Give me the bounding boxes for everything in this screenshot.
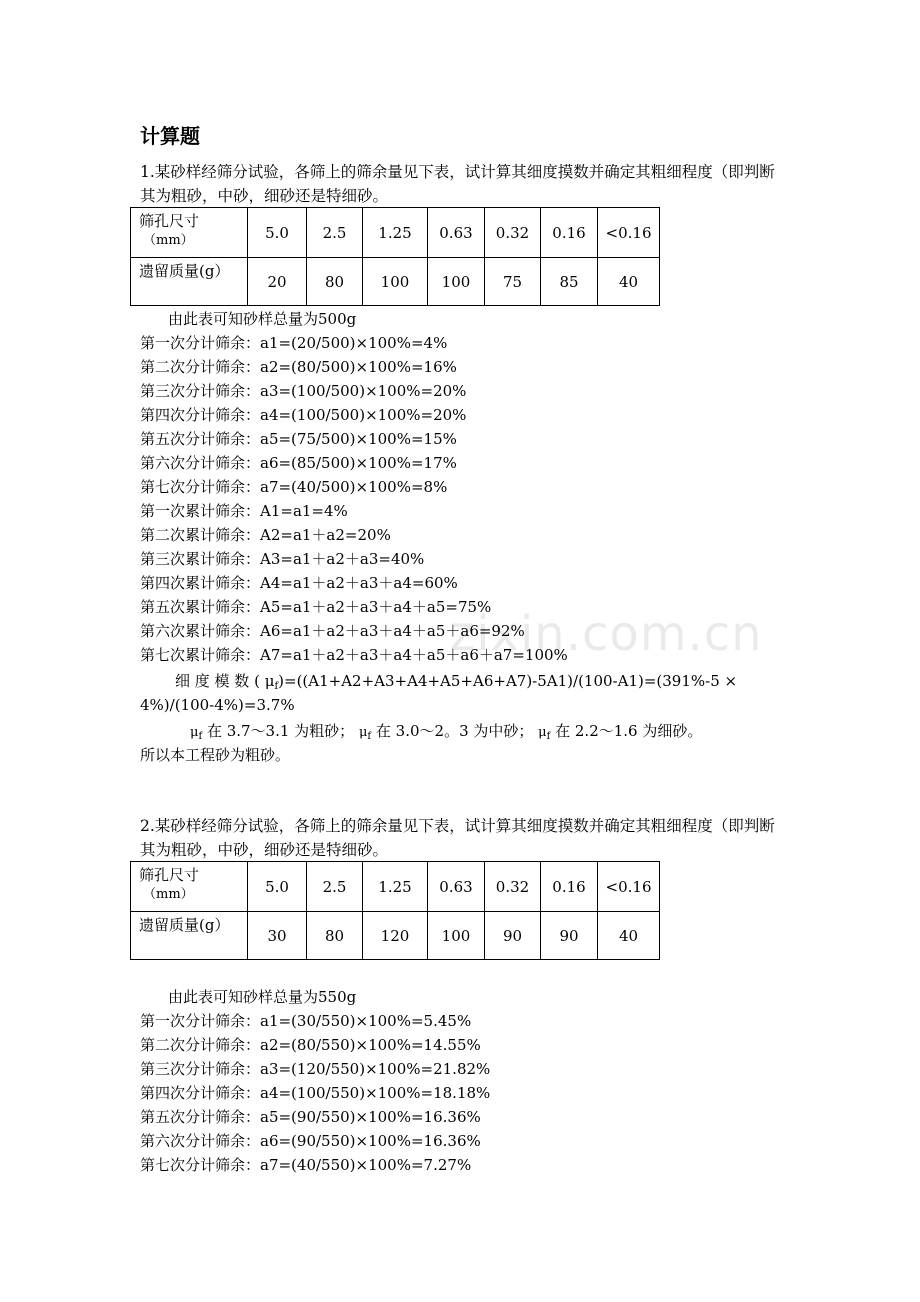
calc-line: 第三次累计筛余：A3=a1＋a2＋a3=40% [140, 550, 425, 568]
calc-line: 第三次分计筛余：a3=(120/550)×100%=21.82% [140, 1060, 491, 1078]
sieve-size-cell: 1.25 [363, 862, 428, 912]
sieve-size-cell: 0.63 [428, 862, 485, 912]
fineness-label: 细 度 模 数 ( μ [175, 672, 275, 690]
mu-subscript: f [198, 731, 203, 742]
calc-line: 第二次分计筛余：a2=(80/500)×100%=16% [140, 358, 457, 376]
sieve-size-cell: 1.25 [363, 208, 428, 258]
mass-cell: 80 [307, 258, 363, 306]
header-label: 筛孔尺寸 [139, 212, 200, 230]
mu-subscript: f [546, 731, 551, 742]
sieve-size-row [131, 862, 660, 912]
mu-symbol: μ [538, 725, 547, 740]
mass-cell: 100 [428, 912, 485, 960]
sieve-size-header [131, 208, 248, 258]
question-2-stem: 2.某砂样经筛分试验，各筛上的筛余量见下表，试计算其细度摸数并确定其粗细程度（即判断其为粗砂，中砂，细砂还是特细砂。 [140, 817, 775, 859]
sieve-size-cell: 0.32 [485, 862, 541, 912]
total-mass-line: 由此表可知砂样总量为500g [168, 310, 357, 328]
header-label: 筛孔尺寸 [139, 866, 200, 884]
mass-cell: 120 [363, 912, 428, 960]
fineness-result-line: 4%)/(100-4%)=3.7% [140, 696, 295, 714]
sieve-size-cell: 0.63 [428, 208, 485, 258]
calc-line: 第一次分计筛余：a1=(30/550)×100%=5.45% [140, 1012, 472, 1030]
calc-line: 第五次分计筛余：a5=(90/550)×100%=16.36% [140, 1108, 481, 1126]
mass-cell: 40 [598, 912, 660, 960]
fine-range: 在 2.2～1.6 为细砂。 [555, 722, 703, 740]
header-unit: （mm） [143, 233, 194, 248]
mu-subscript: f [367, 731, 372, 742]
mass-cell: 40 [598, 258, 660, 306]
mass-header-label: 遗留质量(g） [139, 916, 230, 934]
question-1-table [130, 207, 660, 306]
mass-cell: 85 [541, 258, 598, 306]
question-1-stem: 1.某砂样经筛分试验，各筛上的筛余量见下表，试计算其细度摸数并确定其粗细程度（即判断其为粗砂，中砂，细砂还是特细砂。 [140, 163, 775, 205]
watermark: zixin.com.cn [450, 606, 763, 662]
mass-cell: 90 [485, 912, 541, 960]
calc-line: 第一次分计筛余：a1=(20/500)×100%=4% [140, 334, 448, 352]
calc-line: 第六次分计筛余：a6=(90/550)×100%=16.36% [140, 1132, 481, 1150]
calc-line: 第四次分计筛余：a4=(100/550)×100%=18.18% [140, 1084, 491, 1102]
mass-cell: 80 [307, 912, 363, 960]
conclusion-line: 所以本工程砂为粗砂。 [140, 746, 291, 764]
sieve-size-cell: <0.16 [598, 208, 660, 258]
mass-header [131, 912, 248, 960]
medium-range: 在 3.0～2。3 为中砂； [375, 722, 534, 740]
sieve-size-cell: 0.16 [541, 208, 598, 258]
calc-line: 第五次累计筛余：A5=a1＋a2＋a3＋a4＋a5=75% [140, 598, 492, 616]
mass-header-label: 遗留质量(g） [139, 262, 230, 280]
mass-cell: 100 [363, 258, 428, 306]
calc-line: 第七次分计筛余：a7=(40/550)×100%=7.27% [140, 1156, 472, 1174]
calc-line: 第六次累计筛余：A6=a1＋a2＋a3＋a4＋a5＋a6=92% [140, 622, 525, 640]
sieve-size-cell: 5.0 [248, 208, 307, 258]
calc-line: 第七次累计筛余：A7=a1＋a2＋a3＋a4＋a5＋a6＋a7=100% [140, 646, 568, 664]
section-heading: 计算题 [140, 124, 200, 148]
calc-line: 第七次分计筛余：a7=(40/500)×100%=8% [140, 478, 448, 496]
sieve-size-cell: 0.32 [485, 208, 541, 258]
total-mass-line: 由此表可知砂样总量为550g [168, 988, 357, 1006]
calc-line: 第四次分计筛余：a4=(100/500)×100%=20% [140, 406, 467, 424]
mass-row [131, 258, 660, 306]
calc-line: 第三次分计筛余：a3=(100/500)×100%=20% [140, 382, 467, 400]
sieve-size-cell: 5.0 [248, 862, 307, 912]
coarse-range: 在 3.7～3.1 为粗砂； [206, 722, 355, 740]
calc-line: 第五次分计筛余：a5=(75/500)×100%=15% [140, 430, 457, 448]
calc-line: 第一次累计筛余：A1=a1=4% [140, 502, 348, 520]
mass-header [131, 258, 248, 306]
calc-line: 第四次累计筛余：A4=a1＋a2＋a3＋a4=60% [140, 574, 458, 592]
sieve-size-cell: 0.16 [541, 862, 598, 912]
fineness-subscript: f [274, 681, 279, 692]
calc-line: 第六次分计筛余：a6=(85/500)×100%=17% [140, 454, 457, 472]
sieve-size-cell: <0.16 [598, 862, 660, 912]
mass-cell: 20 [248, 258, 307, 306]
calc-line: 第二次累计筛余：A2=a1＋a2=20% [140, 526, 391, 544]
sieve-size-row [131, 208, 660, 258]
mass-cell: 90 [541, 912, 598, 960]
sieve-size-cell: 2.5 [307, 208, 363, 258]
question-2-table [130, 861, 660, 960]
mass-cell: 75 [485, 258, 541, 306]
sieve-size-cell: 2.5 [307, 862, 363, 912]
mass-cell: 100 [428, 258, 485, 306]
mu-symbol: μ [358, 725, 368, 740]
sieve-size-header [131, 862, 248, 912]
fineness-expression: )=((A1+A2+A3+A4+A5+A6+A7)-5A1)/(100-A1)=(391%-5 × [278, 672, 738, 690]
calc-line: 第二次分计筛余：a2=(80/550)×100%=14.55% [140, 1036, 481, 1054]
mu-symbol: μ [190, 725, 199, 740]
mass-row [131, 912, 660, 960]
mass-cell: 30 [248, 912, 307, 960]
header-unit: （mm） [143, 887, 194, 902]
